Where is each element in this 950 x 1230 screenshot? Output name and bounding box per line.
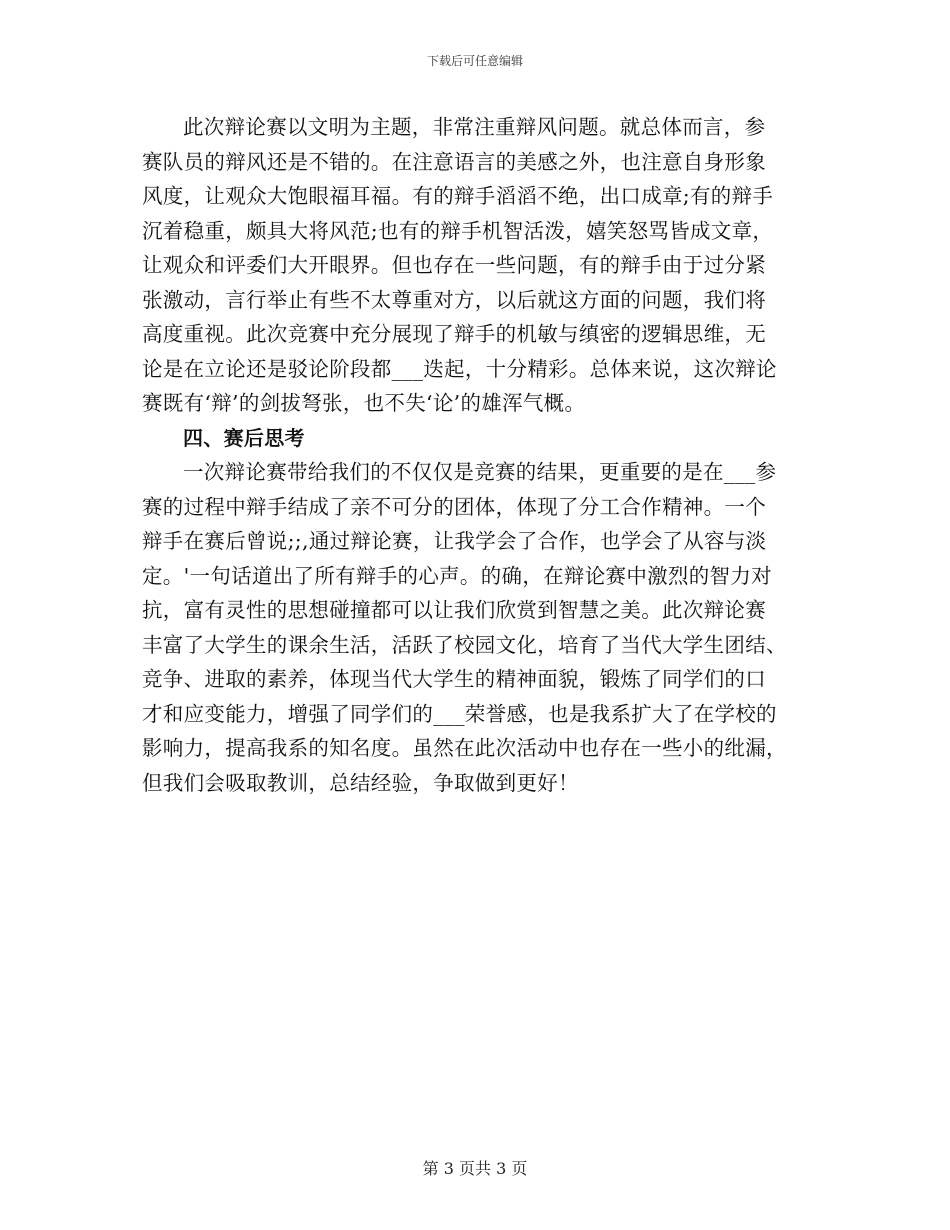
- paragraph-line: 但我们会吸取教训，总结经验，争取做到更好！: [142, 770, 579, 795]
- paragraph-line: 沉着稳重，颇具大将风范;也有的辩手机智活泼，嬉笑怒骂皆成文章，: [142, 218, 774, 243]
- paragraph-line: 一次辩论赛带给我们的不仅仅是竞赛的结果，更重要的是在___参: [183, 460, 777, 484]
- paragraph-line: 赛既有‘辩’的剑拔弩张，也不失‘论’的雄浑气概。: [142, 391, 586, 415]
- paragraph-line: 丰富了大学生的课余生活，活跃了校园文化，培育了当代大学生团结、: [142, 632, 787, 657]
- paragraph-civility: [142, 110, 806, 421]
- document-body: [142, 110, 806, 800]
- paragraph-line: 张激动，言行举止有些不太尊重对方，以后就这方面的问题，我们将: [142, 287, 766, 312]
- paragraph-line: 影响力，提高我系的知名度。虽然在此次活动中也存在一些小的纰漏，: [142, 736, 787, 760]
- paragraph-line: 抗，富有灵性的思想碰撞都可以让我们欣赏到智慧之美。此次辩论赛: [142, 598, 766, 622]
- paragraph-line: 竞争、进取的素养，体现当代大学生的精神面貌，锻炼了同学们的口: [142, 667, 766, 691]
- section-heading: 四、赛后思考: [183, 425, 305, 450]
- paragraph-line: 赛队员的辩风还是不错的。在注意语言的美感之外，也注意自身形象: [142, 149, 766, 174]
- paragraph-line: 风度，让观众大饱眼福耳福。有的辩手滔滔不绝，出口成章;有的辩手: [142, 184, 774, 208]
- paragraph-line: 赛的过程中辩手结成了亲不可分的团体，体现了分工合作精神。一个: [142, 494, 766, 519]
- page-number: 第 3 页共 3 页: [422, 1159, 528, 1178]
- paragraph-line: 论是在立论还是驳论阶段都___迭起，十分精彩。总体来说，这次辩论: [142, 356, 777, 381]
- paragraph-line: 才和应变能力，增强了同学们的___荣誉感，也是我系扩大了在学校的: [142, 701, 777, 726]
- paragraph-line: 高度重视。此次竞赛中充分展现了辩手的机敏与缜密的逻辑思维，无: [142, 322, 766, 346]
- paragraph-line: 辩手在赛后曾说;;,通过辩论赛，让我学会了合作，也学会了从容与淡: [142, 529, 767, 553]
- paragraph-reflection: [142, 455, 806, 800]
- paragraph-line: 让观众和评委们大开眼界。但也存在一些问题，有的辩手由于过分紧: [142, 253, 766, 277]
- paragraph-line: 此次辩论赛以文明为主题，非常注重辩风问题。就总体而言，参: [183, 115, 766, 139]
- paragraph-line: 定。'一句话道出了所有辩手的心声。的确，在辩论赛中激烈的智力对: [142, 563, 772, 588]
- page-header-note: 下载后可任意编辑: [426, 54, 523, 68]
